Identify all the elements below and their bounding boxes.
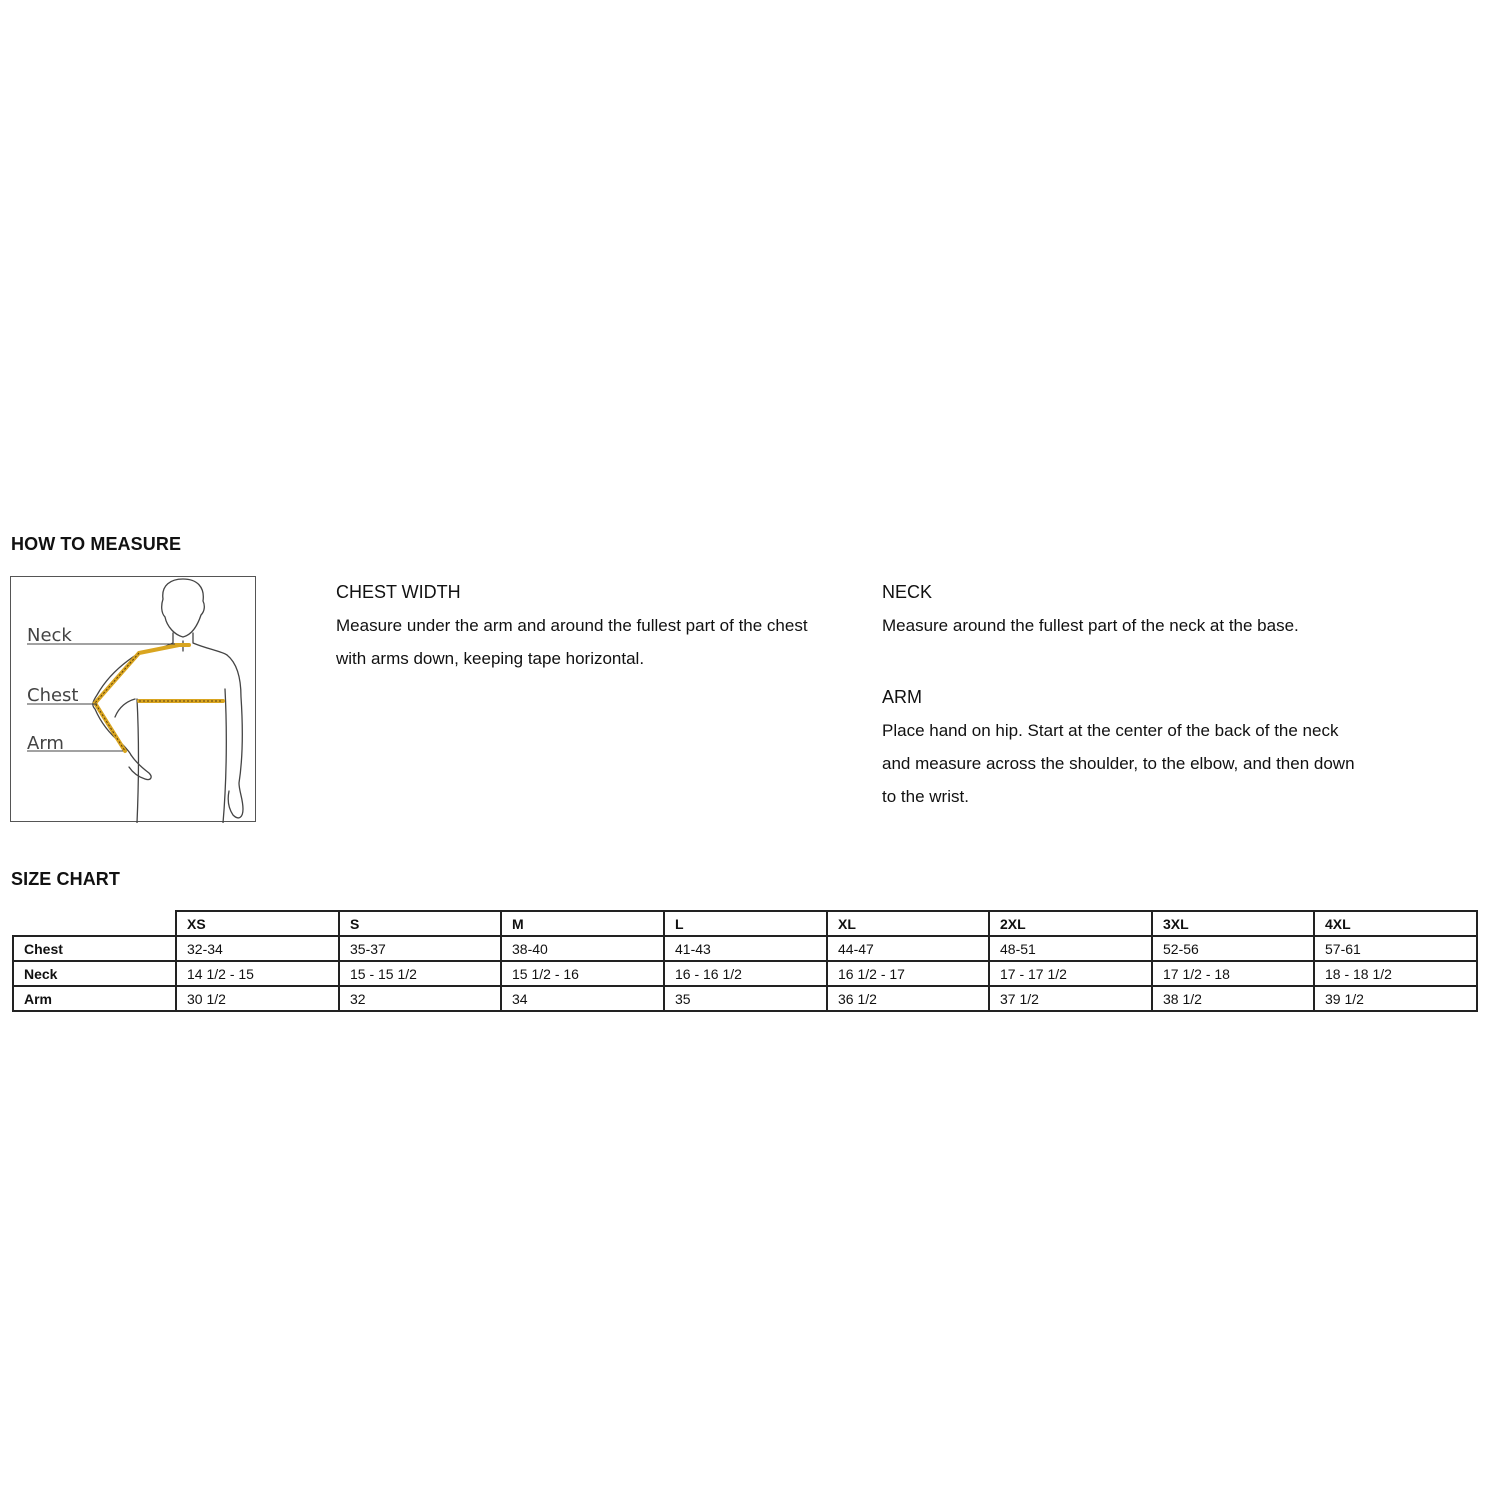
table-cell: 18 - 18 1/2 <box>1314 961 1477 986</box>
table-cell: 32-34 <box>176 936 339 961</box>
neck-text-line-1: Measure around the fullest part of the neck at the base. <box>882 616 1299 635</box>
table-row-neck <box>13 961 1477 986</box>
table-cell: 15 1/2 - 16 <box>501 961 664 986</box>
neck-title: NECK <box>882 582 933 602</box>
how-to-measure-heading: HOW TO MEASURE <box>11 534 182 554</box>
size-header-4xl: 4XL <box>1314 911 1477 936</box>
size-header-xl: XL <box>827 911 989 936</box>
chest-width-instructions <box>336 576 856 675</box>
measurement-figure <box>10 576 256 822</box>
size-header-3xl: 3XL <box>1152 911 1314 936</box>
table-row-chest <box>13 936 1477 961</box>
arm-text-line-1: Place hand on hip. Start at the center of the back of the neck <box>882 721 1339 740</box>
size-header-s: S <box>339 911 501 936</box>
row-label-arm: Arm <box>13 986 176 1011</box>
size-header-2xl: 2XL <box>989 911 1152 936</box>
table-cell: 52-56 <box>1152 936 1314 961</box>
table-cell: 48-51 <box>989 936 1152 961</box>
chest-width-text-line-2: with arms down, keeping tape horizontal. <box>336 649 645 668</box>
table-cell: 16 - 16 1/2 <box>664 961 827 986</box>
table-cell: 17 - 17 1/2 <box>989 961 1152 986</box>
table-cell: 57-61 <box>1314 936 1477 961</box>
size-chart-heading: SIZE CHART <box>11 869 120 889</box>
table-cell: 16 1/2 - 17 <box>827 961 989 986</box>
table-cell: 38-40 <box>501 936 664 961</box>
arm-title: ARM <box>882 687 922 707</box>
table-cell: 34 <box>501 986 664 1011</box>
arm-label: Arm <box>27 733 64 754</box>
table-cell: 35 <box>664 986 827 1011</box>
arm-text-line-2: and measure across the shoulder, to the elbow, and then down <box>882 754 1355 773</box>
size-header-row <box>13 911 1477 936</box>
neck-instructions <box>882 576 1402 642</box>
body-outline-illustration <box>11 577 257 823</box>
table-corner-cell <box>13 911 176 936</box>
table-cell: 30 1/2 <box>176 986 339 1011</box>
size-header-m: M <box>501 911 664 936</box>
table-cell: 38 1/2 <box>1152 986 1314 1011</box>
table-cell: 41-43 <box>664 936 827 961</box>
arm-instructions <box>882 681 1402 813</box>
table-cell: 15 - 15 1/2 <box>339 961 501 986</box>
table-row-arm <box>13 986 1477 1011</box>
table-cell: 17 1/2 - 18 <box>1152 961 1314 986</box>
row-label-neck: Neck <box>13 961 176 986</box>
table-cell: 44-47 <box>827 936 989 961</box>
size-chart-table <box>12 910 1478 1012</box>
neck-label: Neck <box>27 625 72 646</box>
arm-measure-line <box>95 645 179 751</box>
table-cell: 32 <box>339 986 501 1011</box>
size-header-l: L <box>664 911 827 936</box>
size-header-xs: XS <box>176 911 339 936</box>
table-cell: 14 1/2 - 15 <box>176 961 339 986</box>
chest-width-text-line-1: Measure under the arm and around the fullest part of the chest <box>336 616 808 635</box>
table-cell: 37 1/2 <box>989 986 1152 1011</box>
table-cell: 39 1/2 <box>1314 986 1477 1011</box>
arm-text-line-3: to the wrist. <box>882 787 969 806</box>
table-cell: 36 1/2 <box>827 986 989 1011</box>
chest-label: Chest <box>27 685 79 706</box>
table-cell: 35-37 <box>339 936 501 961</box>
chest-width-title: CHEST WIDTH <box>336 582 461 602</box>
row-label-chest: Chest <box>13 936 176 961</box>
